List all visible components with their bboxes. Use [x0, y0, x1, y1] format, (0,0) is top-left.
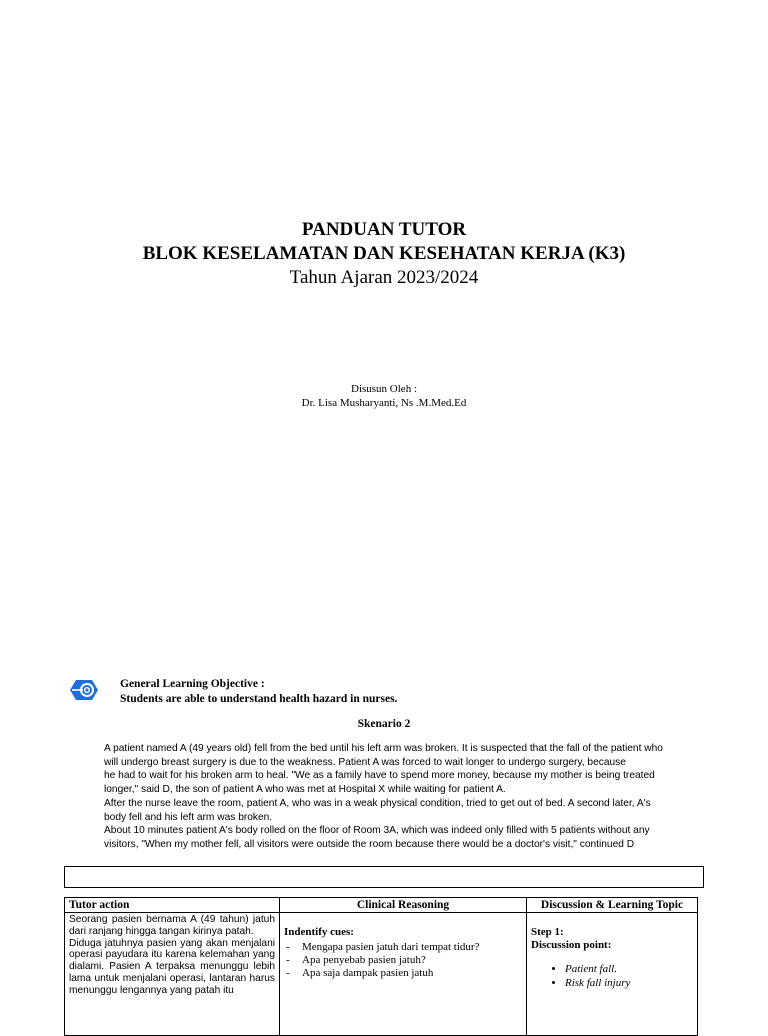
- author-label: Disusun Oleh :: [351, 383, 417, 395]
- list-item: • Patient fall.: [565, 962, 693, 976]
- list-item: - Apa penyebab pasien jatuh?: [284, 954, 522, 967]
- scenario-line: A patient named A (49 years old) fell from the bed until his left arm was broken. It is suspected that the fall of the patient who: [104, 743, 663, 754]
- list-item: - Mengapa pasien jatuh dari tempat tidur?: [284, 941, 522, 954]
- cues-heading: Indentify cues:: [284, 926, 354, 938]
- scenario-line: After the nurse leave the room, patient A, who was in a weak physical condition, tried to get out of bed. A second later, A's: [104, 797, 651, 809]
- discussion-cell: [527, 913, 698, 1036]
- scenario-line: longer," said D, the son of patient A who was met at Hospital X while waiting for patient A.: [104, 784, 506, 796]
- title-line-2: BLOK KESELAMATAN DAN KESEHATAN KERJA (K3): [142, 243, 626, 264]
- list-item: - Apa saja dampak pasien jatuh: [284, 967, 522, 980]
- title-line-1: PANDUAN TUTOR: [301, 219, 467, 240]
- scenario-line: he had to wait for his broken arm to heal. "We as a family have to spend more money, because my mother is being treated: [104, 770, 655, 782]
- author-name: Dr. Lisa Musharyanti, Ns .M.Med.Ed: [301, 397, 467, 409]
- scenario-title: Skenario 2: [357, 718, 411, 730]
- tutor-table: [64, 897, 698, 1036]
- header-discussion: Discussion & Learning Topic: [527, 898, 698, 913]
- document-title: [0, 218, 768, 290]
- author-block: [0, 382, 768, 410]
- clinical-reasoning-cell: [280, 913, 527, 1036]
- tutor-action-paragraph: Diduga jatuhnya pasien yang akan menjalani operasi payudara itu karena kelemahan yang dialami. Pasien A terpaksa menunggu lebih lama untuk menjalani operasi, lantaran harus menunggu lengannya yang patah itu: [69, 937, 275, 996]
- list-item: • Risk fall injury: [565, 976, 693, 990]
- scenario-line: About 10 minutes patient A's body rolled on the floor of Room 3A, which was indeed only filled with 5 patients without any: [104, 825, 650, 837]
- objective-text: Students are able to understand health hazard in nurses.: [120, 693, 398, 705]
- scenario-line: will undergo breast surgery is due to the weakness. Patient A was forced to wait longer to undergo surgery, because: [104, 756, 626, 768]
- table-header-row: [65, 898, 698, 913]
- discussion-list: [531, 962, 693, 990]
- target-icon: [68, 674, 100, 706]
- objective-heading: General Learning Objective :: [120, 678, 265, 690]
- scenario-text: [104, 742, 700, 852]
- cues-list: [284, 941, 522, 980]
- title-line-3: Tahun Ajaran 2023/2024: [289, 267, 479, 288]
- discussion-point-label: Discussion point:: [531, 939, 612, 951]
- tutor-action-paragraph: Seorang pasien bernama A (49 tahun) jatuh dari ranjang hingga tangan kirinya patah.: [69, 914, 275, 937]
- empty-box: [64, 866, 704, 888]
- scenario-line: body fell and his left arm was broken.: [104, 811, 273, 823]
- objective-block: [120, 677, 397, 707]
- step-label: Step 1:: [531, 926, 564, 938]
- header-tutor-action: Tutor action: [65, 898, 280, 913]
- scenario-line: visitors, "When my mother fell, all visitors were outside the room because there would be a doctor's visit," continued D: [104, 838, 635, 850]
- tutor-action-cell: [65, 913, 280, 1036]
- header-clinical-reasoning: Clinical Reasoning: [280, 898, 527, 913]
- table-row: [65, 913, 698, 1036]
